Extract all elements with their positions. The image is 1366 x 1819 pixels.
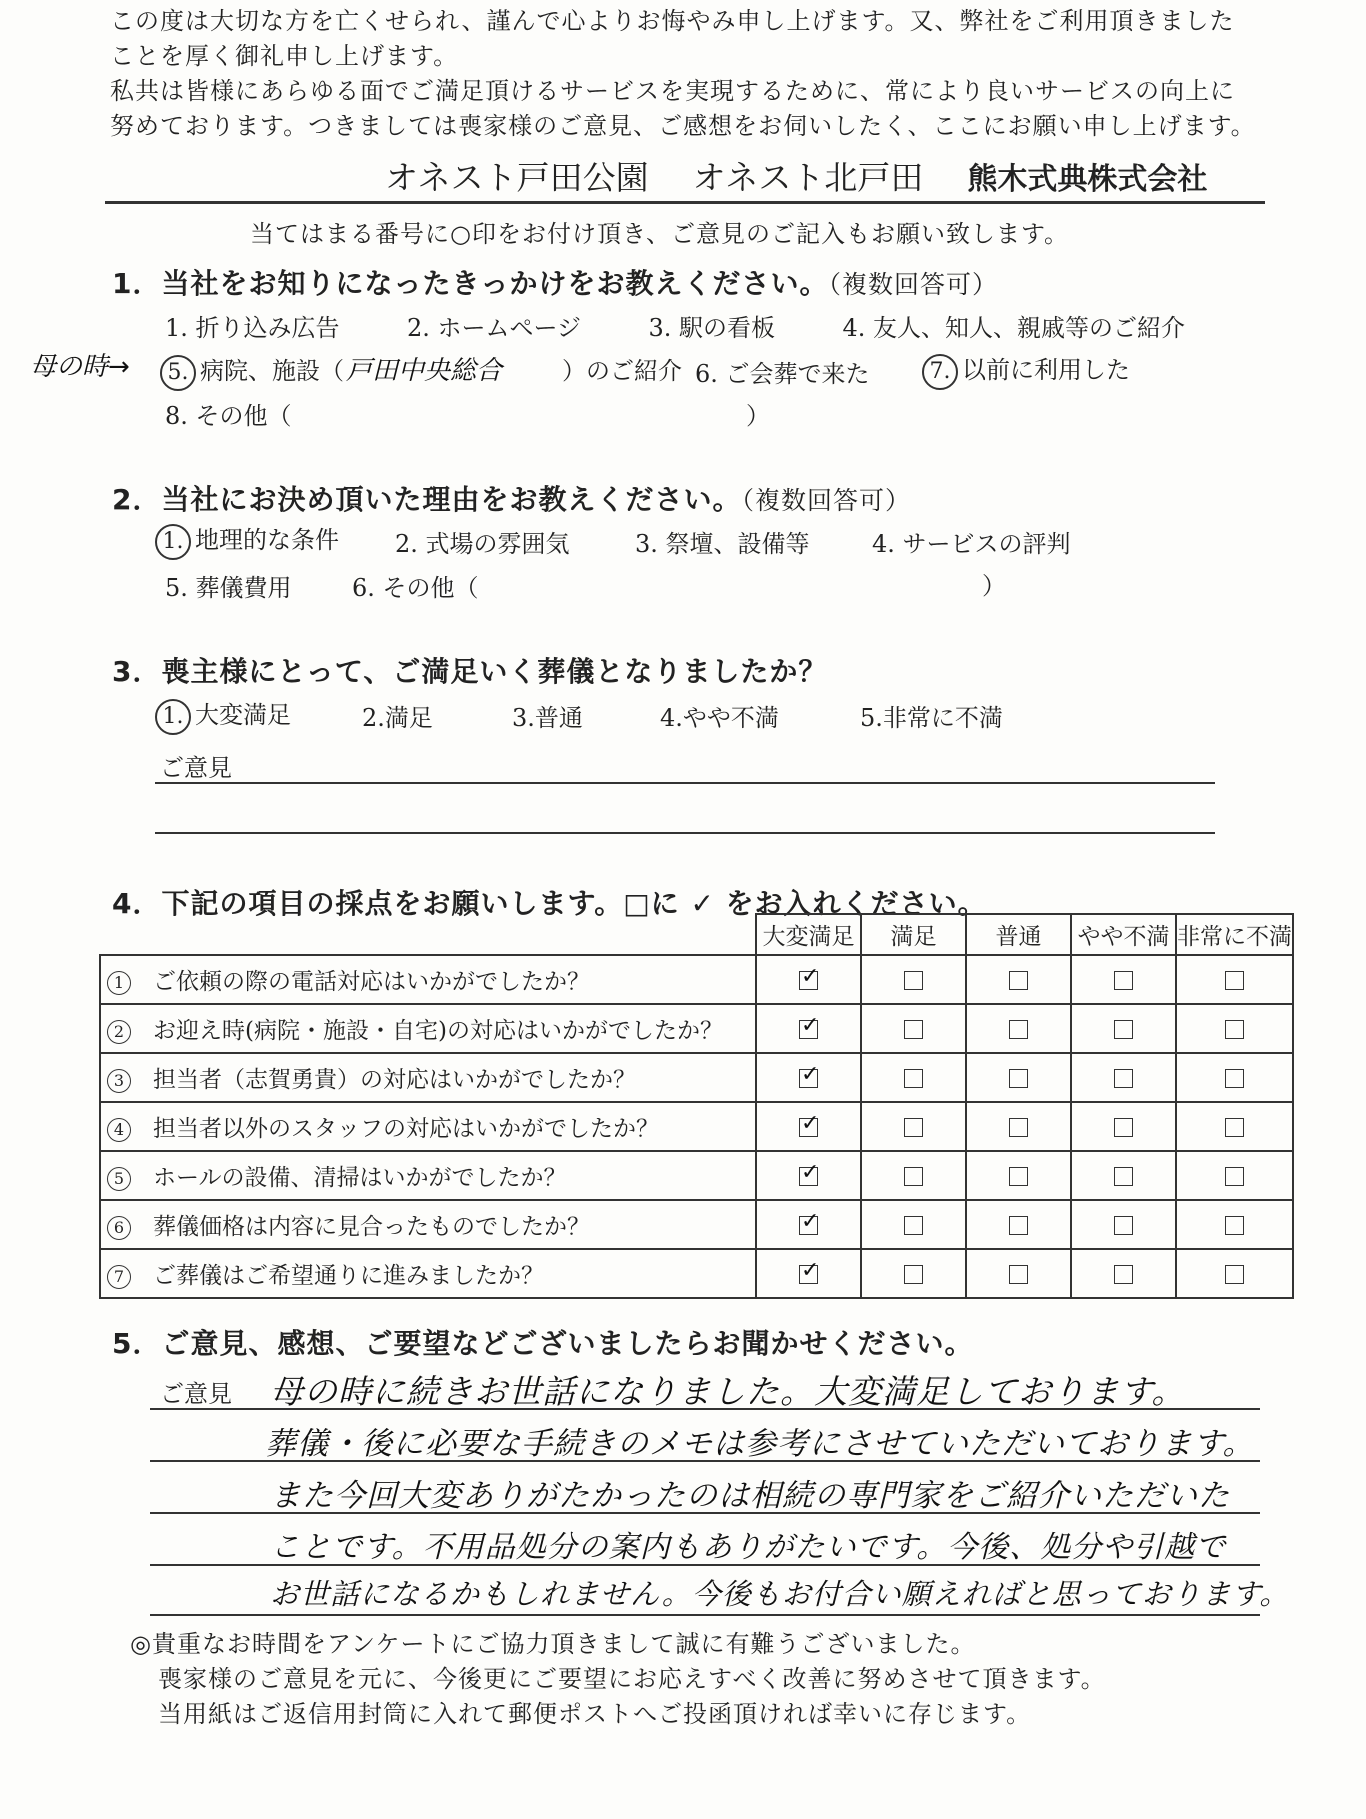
rating-question <box>100 1249 756 1298</box>
q1-option[interactable]: 3. 駅の看板 <box>648 314 775 342</box>
rating-cell <box>1176 1151 1293 1200</box>
rating-checkbox[interactable] <box>1009 1167 1028 1186</box>
q3-option-1-number: 1. <box>155 699 191 735</box>
intro-line: 私共は皆様にあらゆる面でご満足頂けるサービスを実現するために、常により良いサービスの向上に <box>110 77 1235 105</box>
rating-header: 普通 <box>966 914 1071 955</box>
company-kumaki: 熊木式典株式会社 <box>967 162 1208 197</box>
q5-handwritten-line: 母の時に続きお世話になりました。大変満足しております。 <box>270 1372 1186 1411</box>
intro-line: ことを厚く御礼申し上げます。 <box>110 42 459 70</box>
rating-checkbox[interactable] <box>1225 1265 1244 1284</box>
q1-option-7-number: 7. <box>922 354 958 390</box>
q1-option-5-text: 病院、施設（ <box>200 357 344 385</box>
rating-cell <box>861 1249 966 1298</box>
q2-option-6[interactable]: 6. その他（ <box>352 574 479 602</box>
rating-header: 非常に不満 <box>1176 914 1293 955</box>
rating-cell <box>966 1004 1071 1053</box>
rating-checkbox[interactable] <box>1009 1265 1028 1284</box>
rating-header-blank <box>100 914 756 955</box>
rating-question <box>100 1151 756 1200</box>
rating-cell <box>756 1151 861 1200</box>
rating-checkbox[interactable] <box>799 1167 818 1186</box>
q3-comment-line[interactable] <box>155 782 1215 784</box>
rating-cell <box>1071 1151 1176 1200</box>
question-number: 6 <box>107 1216 131 1240</box>
rating-checkbox[interactable] <box>799 1118 818 1137</box>
rating-table <box>99 913 1294 1299</box>
rating-cell <box>1176 1004 1293 1053</box>
intro-line: 努めております。つきましては喪家様のご意見、ご感想をお伺いしたく、ここにお願い申し上げます。 <box>110 112 1256 140</box>
rating-cell <box>966 1200 1071 1249</box>
q5-title: 5．ご意見、感想、ご要望などございましたらお聞かせください。 <box>112 1327 974 1360</box>
rating-cell <box>1071 1249 1176 1298</box>
rating-checkbox[interactable] <box>1114 1265 1133 1284</box>
question-number: 2 <box>107 1020 131 1044</box>
rating-checkbox[interactable] <box>904 971 923 990</box>
rating-cell <box>1176 1102 1293 1151</box>
rating-question <box>100 1102 756 1151</box>
q2-option-4[interactable]: 4. サービスの評判 <box>872 530 1071 558</box>
q3-option-1[interactable] <box>155 695 291 735</box>
question-number: 4 <box>107 1118 131 1142</box>
q2-option-2[interactable]: 2. 式場の雰囲気 <box>395 530 570 558</box>
rating-checkbox[interactable] <box>1114 1167 1133 1186</box>
rating-cell <box>1176 1053 1293 1102</box>
q1-option-6[interactable]: 6. ご会葬で来た <box>695 360 870 388</box>
rating-cell <box>966 1102 1071 1151</box>
rating-cell <box>966 1053 1071 1102</box>
rating-cell <box>1071 1200 1176 1249</box>
rating-cell <box>1071 1004 1176 1053</box>
rating-cell <box>861 1004 966 1053</box>
rating-cell <box>756 1200 861 1249</box>
question-number: 7 <box>107 1265 131 1289</box>
rating-cell <box>756 1102 861 1151</box>
rating-row <box>100 1249 1293 1298</box>
rating-checkbox[interactable] <box>1114 1216 1133 1235</box>
rating-checkbox[interactable] <box>1009 1216 1028 1235</box>
q1-options-row1 <box>165 308 1265 343</box>
rating-checkbox[interactable] <box>904 1216 923 1235</box>
q1-note: （複数回答可） <box>828 270 999 299</box>
rating-question <box>100 1053 756 1102</box>
rating-cell <box>966 1249 1071 1298</box>
handwritten-margin-note: 母の時→ <box>30 352 130 382</box>
rating-cell <box>756 1004 861 1053</box>
q3-option-5[interactable]: 5.非常に不満 <box>860 704 1003 732</box>
q1-option-7[interactable] <box>922 350 1130 390</box>
rating-checkbox[interactable] <box>1009 971 1028 990</box>
footer-text <box>130 1627 1106 1732</box>
question-text: お迎え時(病院・施設・自宅)の対応はいかがでしたか？ <box>153 1018 723 1044</box>
q5-handwritten-line: また今回大変ありがたかったのは相続の専門家をご紹介いただいた <box>270 1478 1230 1514</box>
q2-option-1[interactable] <box>155 520 339 560</box>
rating-checkbox[interactable] <box>1225 1167 1244 1186</box>
rating-checkbox[interactable] <box>1009 1118 1028 1137</box>
rating-row <box>100 1200 1293 1249</box>
q5-handwritten-line: ことです。不用品処分の案内もありがたいです。今後、処分や引越で <box>270 1530 1227 1565</box>
rating-question <box>100 955 756 1004</box>
question-text: ご依頼の際の電話対応はいかがでしたか？ <box>153 969 590 995</box>
rating-checkbox[interactable] <box>1225 1020 1244 1039</box>
rating-header: やや不満 <box>1071 914 1176 955</box>
rating-cell <box>1176 955 1293 1004</box>
rating-checkbox[interactable] <box>904 1167 923 1186</box>
q1-option[interactable]: 4. 友人、知人、親戚等のご紹介 <box>842 314 1185 342</box>
question-text: 担当者（志賀勇貴）の対応はいかがでしたか？ <box>153 1067 636 1093</box>
q2-title <box>112 478 911 518</box>
question-text: 葬儀価格は内容に見合ったものでしたか？ <box>153 1214 590 1240</box>
rating-question <box>100 1004 756 1053</box>
footer-line: ◎貴重なお時間をアンケートにご協力頂きまして誠に有難うございました。 <box>130 1630 976 1658</box>
q1-option[interactable]: 2. ホームページ <box>406 314 582 342</box>
q1-option-5-end: ）のご紹介 <box>562 357 683 385</box>
rating-cell <box>1071 1053 1176 1102</box>
q3-comment-line[interactable] <box>155 832 1215 834</box>
q3-option-1-text: 大変満足 <box>195 701 291 729</box>
rating-checkbox[interactable] <box>1009 1020 1028 1039</box>
q3-option-3[interactable]: 3.普通 <box>512 704 583 732</box>
rating-checkbox[interactable] <box>1225 1069 1244 1088</box>
rating-checkbox[interactable] <box>904 1118 923 1137</box>
rating-checkbox[interactable] <box>1009 1069 1028 1088</box>
q1-option-5-handwritten: 戸田中央総合 <box>346 356 503 386</box>
q2-title-text: 2．当社にお決め頂いた理由をお教えください。 <box>112 483 742 516</box>
q1-title <box>112 262 998 302</box>
q3-title: 3．喪主様にとって、ご満足いく葬儀となりましたか？ <box>112 655 828 688</box>
company-names <box>385 152 1235 199</box>
rating-checkbox[interactable] <box>1114 1020 1133 1039</box>
rating-cell <box>966 955 1071 1004</box>
rating-question <box>100 1200 756 1249</box>
q1-option-5[interactable] <box>160 350 682 391</box>
rating-checkbox[interactable] <box>1114 1069 1133 1088</box>
rating-checkbox[interactable] <box>904 1265 923 1284</box>
rating-row <box>100 1102 1293 1151</box>
instruction-text: 当てはまる番号に○印をお付け頂き、ご意見のご記入もお願い致します。 <box>250 220 1070 248</box>
rating-cell <box>861 1053 966 1102</box>
rating-cell <box>861 1151 966 1200</box>
rating-checkbox[interactable] <box>1225 1216 1244 1235</box>
q1-option-8-close: ） <box>746 402 770 430</box>
rating-checkbox[interactable] <box>904 1020 923 1039</box>
rating-cell <box>1176 1249 1293 1298</box>
rating-cell <box>756 1249 861 1298</box>
q1-option-7-text: 以前に利用した <box>962 356 1130 384</box>
rating-cell <box>1071 1102 1176 1151</box>
rating-checkbox[interactable] <box>799 971 818 990</box>
intro-line: この度は大切な方を亡くせられ、謹んで心よりお悔やみ申し上げます。又、弊社をご利用頂きました <box>110 7 1235 35</box>
rating-cell <box>861 1200 966 1249</box>
question-text: ご葬儀はご希望通りに進みましたか？ <box>153 1263 544 1289</box>
rating-checkbox[interactable] <box>1114 971 1133 990</box>
footer-line: 喪家様のご意見を元に、今後更にご要望にお応えすべく改善に努めさせて頂きます。 <box>158 1665 1106 1693</box>
q5-handwritten-line: お世話になるかもしれません。今後もお付合い願えればと思っております。 <box>270 1577 1290 1611</box>
rating-checkbox[interactable] <box>1114 1118 1133 1137</box>
question-number: 5 <box>107 1167 131 1191</box>
q3-option-4[interactable]: 4.やや不満 <box>660 704 779 732</box>
q4-title: 4．下記の項目の採点をお願いします。□に ✓ をお入れください。 <box>112 887 987 920</box>
rating-row <box>100 1004 1293 1053</box>
rating-checkbox[interactable] <box>799 1265 818 1284</box>
question-text: 担当者以外のスタッフの対応はいかがでしたか？ <box>153 1116 659 1142</box>
rating-checkbox[interactable] <box>799 1216 818 1235</box>
rating-checkbox[interactable] <box>799 1020 818 1039</box>
question-number: 1 <box>107 971 131 995</box>
company-kita-toda: オネスト北戸田 <box>692 158 924 197</box>
rating-checkbox[interactable] <box>799 1069 818 1088</box>
q1-title-text: 1．当社をお知りになったきっかけをお教えください。 <box>112 267 829 300</box>
rating-row <box>100 1151 1293 1200</box>
q2-option-5[interactable]: 5. 葬儀費用 <box>165 574 292 602</box>
company-toda-koen: オネスト戸田公園 <box>385 158 649 197</box>
q2-option-1-number: 1. <box>155 524 191 560</box>
q1-option-5-number: 5. <box>160 355 196 391</box>
rating-header: 大変満足 <box>756 914 861 955</box>
rating-cell <box>861 955 966 1004</box>
rating-checkbox[interactable] <box>1225 1118 1244 1137</box>
question-number: 3 <box>107 1069 131 1093</box>
rating-header-row <box>100 914 1293 955</box>
q2-note: （複数回答可） <box>741 486 912 515</box>
rating-cell <box>861 1102 966 1151</box>
footer-line: 当用紙はご返信用封筒に入れて郵便ポストへご投函頂ければ幸いに存じます。 <box>158 1700 1032 1728</box>
rating-row <box>100 955 1293 1004</box>
rating-cell <box>756 955 861 1004</box>
q1-option[interactable]: 1. 折り込み広告 <box>165 314 340 342</box>
q3-comment-label: ご意見 <box>160 754 232 782</box>
rating-checkbox[interactable] <box>1225 971 1244 990</box>
q5-comment-line <box>150 1614 1260 1616</box>
q2-option-1-text: 地理的な条件 <box>195 526 339 554</box>
rating-cell <box>966 1151 1071 1200</box>
q5-handwritten-line: 葬儀・後に必要な手続きのメモは参考にさせていただいております。 <box>265 1426 1255 1462</box>
q2-option-6-close: ） <box>982 572 1006 600</box>
q2-option-3[interactable]: 3. 祭壇、設備等 <box>635 530 810 558</box>
rating-cell <box>1176 1200 1293 1249</box>
rating-checkbox[interactable] <box>904 1069 923 1088</box>
q5-comment-label: ご意見 <box>160 1380 232 1408</box>
intro-text <box>110 4 1270 144</box>
rating-cell <box>1071 955 1176 1004</box>
rating-cell <box>756 1053 861 1102</box>
rating-header: 満足 <box>861 914 966 955</box>
rating-row <box>100 1053 1293 1102</box>
question-text: ホールの設備、清掃はいかがでしたか？ <box>153 1165 567 1191</box>
divider <box>105 201 1265 204</box>
q3-option-2[interactable]: 2.満足 <box>362 704 433 732</box>
q1-option-8[interactable]: 8. その他（ <box>165 402 292 430</box>
